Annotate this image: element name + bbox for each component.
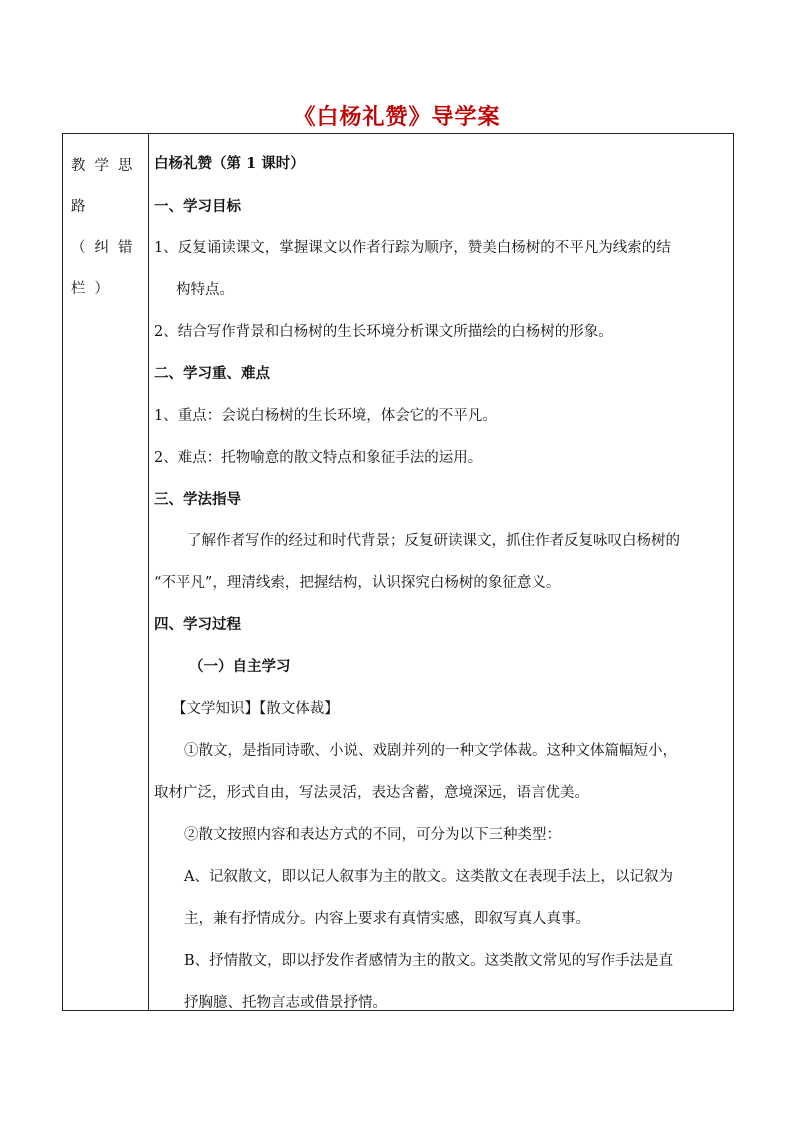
prose-types-intro: ②散文按照内容和表达方式的不同，可分为以下三种类型：	[184, 827, 561, 843]
key-point-1: 1、重点：会说白杨树的生长环境，体会它的不平凡。	[154, 408, 497, 424]
type-b-line-2: 抒胸臆、托物言志或借景抒情。	[184, 995, 387, 1011]
left-col-line-2: 路	[71, 199, 95, 215]
type-b-line-1: B、抒情散文，即以抒发作者感情为主的散文。这类散文常见的写作手法是直	[184, 953, 674, 969]
literary-knowledge-label: 【文学知识】【散文体裁】	[172, 701, 339, 717]
prose-definition-line-2: 取材广泛，形式自由，写法灵活，表达含蓄，意境深远，语言优美。	[154, 785, 589, 801]
goal-1-line-2: 构特点。	[176, 282, 234, 298]
key-point-2: 2、难点：托物喻意的散文特点和象征手法的运用。	[154, 450, 483, 466]
type-a-line-2: 主，兼有抒情成分。内容上要求有真情实感，即叙写真人真事。	[184, 911, 590, 927]
left-col-line-1: 教学思	[71, 158, 142, 174]
method-line-1: 了解作者写作的经过和时代背景；反复研读课文，抓住作者反复咏叹白杨树的	[187, 533, 680, 549]
goal-1-line-1: 1、反复诵读课文，掌握课文以作者行踪为顺序，赞美白杨树的不平凡为线索的结	[154, 240, 671, 256]
section-heading-goals: 一、学习目标	[154, 198, 241, 215]
left-col-line-3: （纠错	[71, 240, 142, 256]
lesson-table	[62, 133, 734, 1011]
column-divider	[148, 134, 149, 1010]
section-heading-method: 三、学法指导	[154, 491, 241, 508]
lesson-number: 1	[246, 155, 257, 172]
document-title: 《白杨礼赞》导学案	[293, 104, 501, 130]
prose-definition-line-1: ①散文，是指同诗歌、小说、戏剧并列的一种文学体裁。这种文体篇幅短小，	[184, 743, 677, 759]
section-heading-key-points: 二、学习重、难点	[154, 365, 270, 382]
goal-2: 2、结合写作背景和白杨树的生长环境分析课文所描绘的白杨树的形象。	[154, 324, 613, 340]
left-col-line-4: 栏）	[71, 281, 118, 297]
lesson-title-text: 白杨礼赞（第	[154, 155, 241, 172]
method-line-2: “不平凡”，理清线索，把握结构，认识探究白杨树的象征意义。	[154, 575, 561, 591]
subsection-self-study: （一）自主学习	[189, 658, 291, 675]
type-a-line-1: A、记叙散文，即以记人叙事为主的散文。这类散文在表现手法上，以记叙为	[184, 869, 673, 885]
lesson-title	[154, 152, 305, 173]
section-heading-process: 四、学习过程	[154, 616, 241, 633]
lesson-title-end: 课时）	[261, 155, 305, 172]
